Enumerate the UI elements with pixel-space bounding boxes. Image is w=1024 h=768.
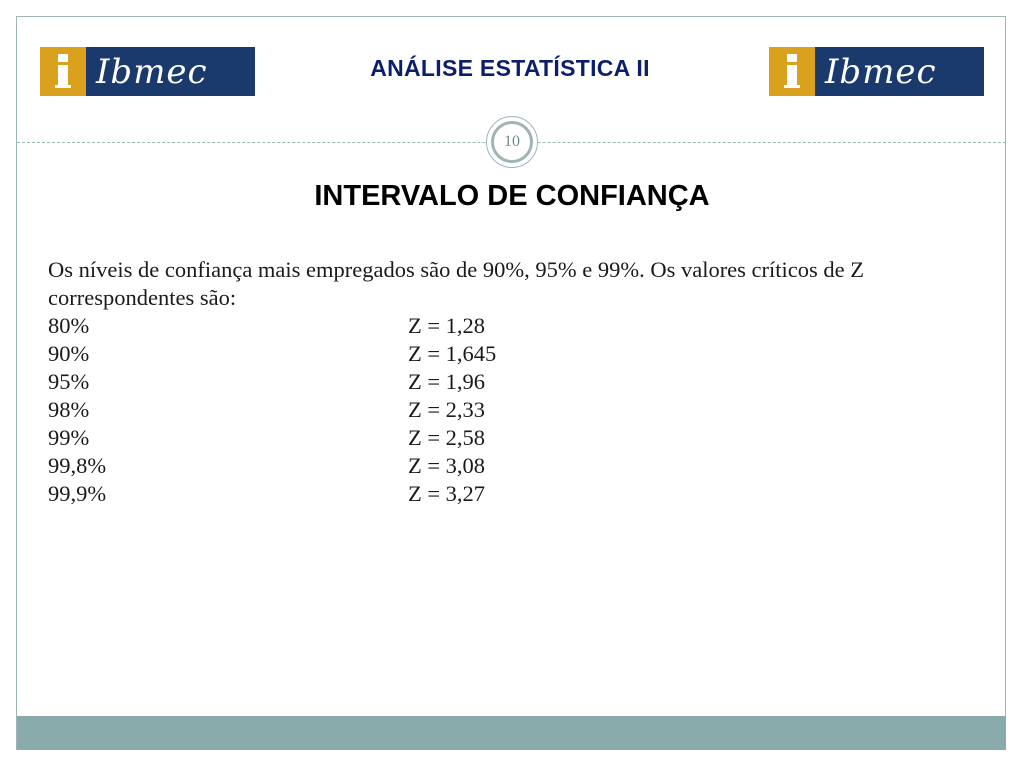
intro-text — [48, 256, 988, 312]
ibmec-mark-icon — [40, 47, 86, 96]
logo-text-left: Ibmec — [96, 51, 208, 92]
z-row — [48, 340, 748, 368]
z-critical-value: Z = 2,33 — [408, 397, 486, 422]
confidence-level: 90% — [48, 341, 90, 366]
intro-line-2: correspondentes são: — [48, 285, 237, 310]
z-row — [48, 312, 748, 340]
confidence-level: 80% — [48, 313, 90, 338]
confidence-level: 99,8% — [48, 453, 107, 478]
z-row — [48, 368, 748, 396]
z-critical-value: Z = 2,58 — [408, 425, 486, 450]
z-critical-value: Z = 3,27 — [408, 481, 486, 506]
footer-bar — [17, 716, 1006, 750]
ibmec-mark-icon — [769, 47, 815, 96]
z-value-list — [48, 312, 748, 508]
confidence-level: 95% — [48, 369, 90, 394]
logo-text-right: Ibmec — [825, 51, 937, 92]
intro-line-1: Os níveis de confiança mais empregados são de 90%, 95% e 99%. Os valores críticos de Z — [48, 257, 865, 282]
course-title: ANÁLISE ESTATÍSTICA II — [370, 55, 650, 81]
z-row — [48, 424, 748, 452]
z-row — [48, 396, 748, 424]
confidence-level: 98% — [48, 397, 90, 422]
z-row — [48, 480, 748, 508]
page-number-badge — [486, 116, 538, 168]
ibmec-logo-left — [40, 47, 255, 96]
z-row — [48, 452, 748, 480]
z-critical-value: Z = 3,08 — [408, 453, 486, 478]
slide-title: INTERVALO DE CONFIANÇA — [314, 180, 710, 212]
page-number: 10 — [491, 121, 533, 163]
z-critical-value: Z = 1,645 — [408, 341, 497, 366]
ibmec-logo-right — [769, 47, 984, 96]
z-critical-value: Z = 1,96 — [408, 369, 486, 394]
confidence-level: 99% — [48, 425, 90, 450]
confidence-level: 99,9% — [48, 481, 107, 506]
z-critical-value: Z = 1,28 — [408, 313, 486, 338]
